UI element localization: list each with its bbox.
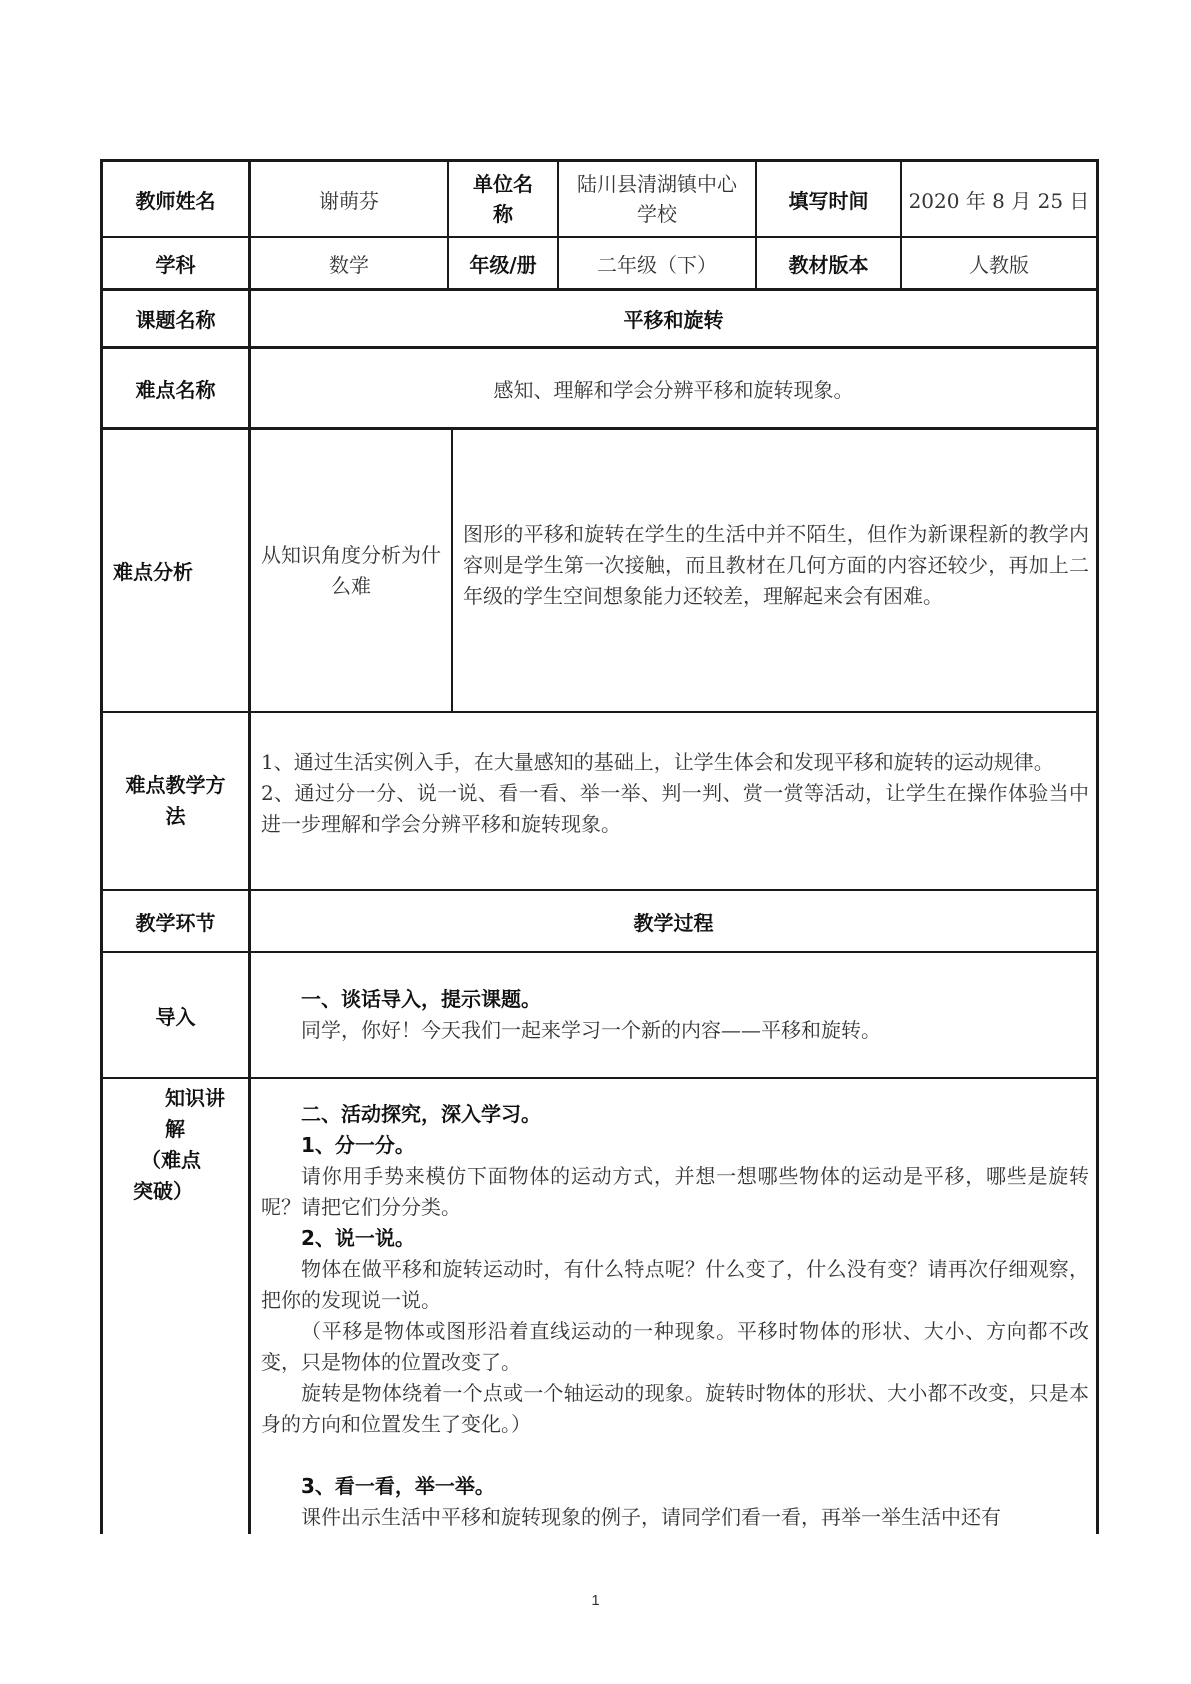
analysis-label: 难点分析 (113, 560, 193, 584)
knowledge-content (261, 1099, 1089, 1533)
intro-heading: 一、谈话导入，提示课题。 (301, 987, 541, 1011)
unit-name: 陆川县清湖镇中心学校 (577, 172, 737, 226)
page-number: 1 (591, 1592, 600, 1609)
stage-header: 教学环节 (135, 910, 216, 935)
grade-value: 二年级（下） (597, 252, 717, 277)
edition-value: 人教版 (969, 252, 1029, 277)
analysis-text: 图形的平移和旋转在学生的生活中并不陌生，但作为新课程新的教学内容则是学生第一次接触，而且教材在几何方面的内容还较少，再加上二年级的学生空间想象能力还较差，理解起来会有困难。 (463, 522, 1089, 608)
knowledge-sub-3: 3、看一看，举一举。 (301, 1474, 495, 1498)
grade-label: 年级/册 (469, 252, 537, 277)
unit-label: 单位名称 (473, 172, 533, 226)
knowledge-sub-2: 2、说一说。 (301, 1226, 415, 1250)
knowledge-sub-1: 1、分一分。 (301, 1133, 415, 1157)
knowledge-para-1: 请你用手势来模仿下面物体的运动方式，并想一想哪些物体的运动是平移，哪些是旋转呢？请把它们分分类。 (261, 1164, 1089, 1219)
knowledge-para-2: 物体在做平移和旋转运动时，有什么特点呢？什么变了，什么没有变？请再次仔细观察，把你的发现说一说。 (261, 1257, 1089, 1312)
difficulty-label: 难点名称 (135, 377, 216, 402)
method-item-1: 1、通过生活实例入手，在大量感知的基础上，让学生体会和发现平移和旋转的运动规律。 (261, 750, 1054, 774)
knowledge-heading: 二、活动探究，深入学习。 (301, 1102, 541, 1126)
method-text (261, 747, 1089, 840)
knowledge-label: 知识讲 解 （难点 突破） (133, 1086, 225, 1203)
difficulty-value: 感知、理解和学会分辨平移和旋转现象。 (493, 377, 854, 402)
teacher-name: 谢萌芬 (319, 188, 379, 213)
knowledge-para-5: 课件出示生活中平移和旋转现象的例子，请同学们看一看，再举一举生活中还有 (301, 1505, 1001, 1529)
subject-value: 数学 (329, 252, 369, 277)
intro-content (261, 984, 1089, 1046)
date-label: 填写时间 (788, 188, 869, 213)
method-item-2: 2、通过分一分、说一说、看一看、举一举、判一判、赏一赏等活动，让学生在操作体验当中进一步理解和学会分辨平移和旋转现象。 (261, 781, 1089, 836)
knowledge-para-3: （平移是物体或图形沿着直线运动的一种现象。平移时物体的形状、大小、方向都不改变，只是物体的位置改变了。 (261, 1319, 1089, 1374)
process-header: 教学过程 (633, 910, 714, 935)
subject-label: 学科 (155, 252, 196, 277)
topic-value: 平移和旋转 (623, 308, 724, 332)
topic-label: 课题名称 (135, 308, 216, 332)
analysis-sub-label: 从知识角度分析为什么难 (261, 542, 441, 598)
intro-text: 同学，你好！今天我们一起来学习一个新的内容——平移和旋转。 (301, 1018, 881, 1042)
intro-label: 导入 (155, 1004, 196, 1029)
method-label: 难点教学方法 (125, 773, 226, 828)
teacher-label: 教师姓名 (135, 188, 216, 213)
date-value: 2020 年 8 月 25 日 (908, 188, 1090, 213)
edition-label: 教材版本 (788, 252, 869, 277)
knowledge-para-4: 旋转是物体绕着一个点或一个轴运动的现象。旋转时物体的形状、大小都不改变，只是本身的方向和位置发生了变化。） (261, 1381, 1089, 1436)
